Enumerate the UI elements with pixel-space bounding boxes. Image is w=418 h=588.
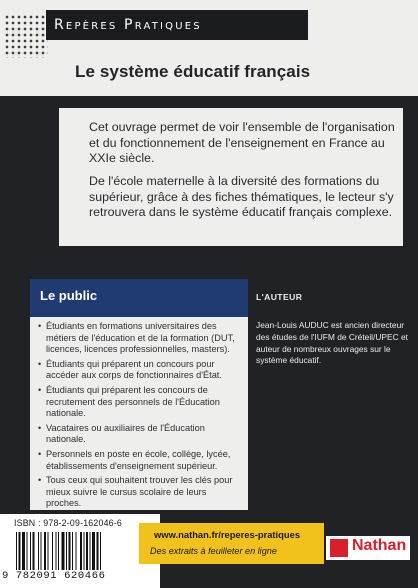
barcode-digits: 9 782091 620466 <box>2 570 106 582</box>
publisher-name: Nathan <box>352 537 407 554</box>
list-item <box>38 321 242 356</box>
list-item-text: Étudiants en formations universitaires des métiers de l'éducation et de la formation (DUT, licences, licences professionnelles, masters). <box>46 321 235 355</box>
barcode-icon <box>16 532 146 570</box>
list-item-text: Vacataires ou auxiliaires de l'Éducation nationale. <box>46 422 205 445</box>
public-list <box>38 321 242 513</box>
author-section <box>256 292 416 367</box>
publisher-mark-icon <box>330 539 348 557</box>
list-item <box>38 385 242 420</box>
bullet-icon: • <box>38 384 42 395</box>
book-title: Le système éducatif français <box>75 62 311 81</box>
promo-subtitle: Des extraits à feuilleter en ligne <box>150 546 277 556</box>
public-panel <box>30 279 248 510</box>
intro-panel <box>59 108 403 246</box>
bullet-icon: • <box>38 475 42 486</box>
publisher-logo <box>326 536 410 560</box>
intro-paragraph-2: De l'école maternelle à la diversité des formations du supérieur, grâce à des fiches thématiques, le lecteur s'y retrouvera dans le système éducatif français complexe. <box>89 174 394 219</box>
public-title: Le public <box>40 288 98 303</box>
bullet-icon: • <box>38 321 42 331</box>
list-item <box>38 359 242 382</box>
isbn-label: ISBN : 978-2-09-162046-6 <box>14 518 122 528</box>
list-item-text: Étudiants qui préparent un concours pour accéder aux corps de fonctionnaires d'État. <box>46 358 222 381</box>
promo-url-link[interactable]: www.nathan.fr/reperes-pratiques <box>154 529 301 540</box>
list-item <box>38 423 242 446</box>
list-item <box>38 475 242 510</box>
bullet-icon: • <box>38 448 42 459</box>
list-item-text: Tous ceux qui souhaitent trouver les clés pour mieux suivre le cursus scolaire de leurs proches. <box>46 475 233 509</box>
bullet-icon: • <box>38 422 42 433</box>
author-bio: Jean-Louis AUDUC est ancien directeur des études de l'IUFM de Créteil/UPEC et auteur de nombreux ouvrages sur le système éducatif. <box>256 320 408 366</box>
barcode-area <box>0 514 160 588</box>
intro-paragraph-1: Cet ouvrage permet de voir l'ensemble de l'organisation et du fonctionnement de l'enseignement en France au XXIe siècle. <box>89 120 395 165</box>
list-item-text: Personnels en poste en école, collège, lycée, établissements d'enseignement supérieur. <box>46 448 231 471</box>
bullet-icon: • <box>38 358 42 369</box>
series-label: Repères Pratiques <box>46 10 308 40</box>
list-item-text: Étudiants qui préparent les concours de recrutement des personnels de l'Éducation nationale. <box>46 384 220 419</box>
public-header <box>30 279 248 317</box>
author-heading: L'AUTEUR <box>256 292 303 302</box>
promo-box <box>139 523 324 564</box>
dot-pattern <box>4 14 48 58</box>
list-item <box>38 449 242 472</box>
